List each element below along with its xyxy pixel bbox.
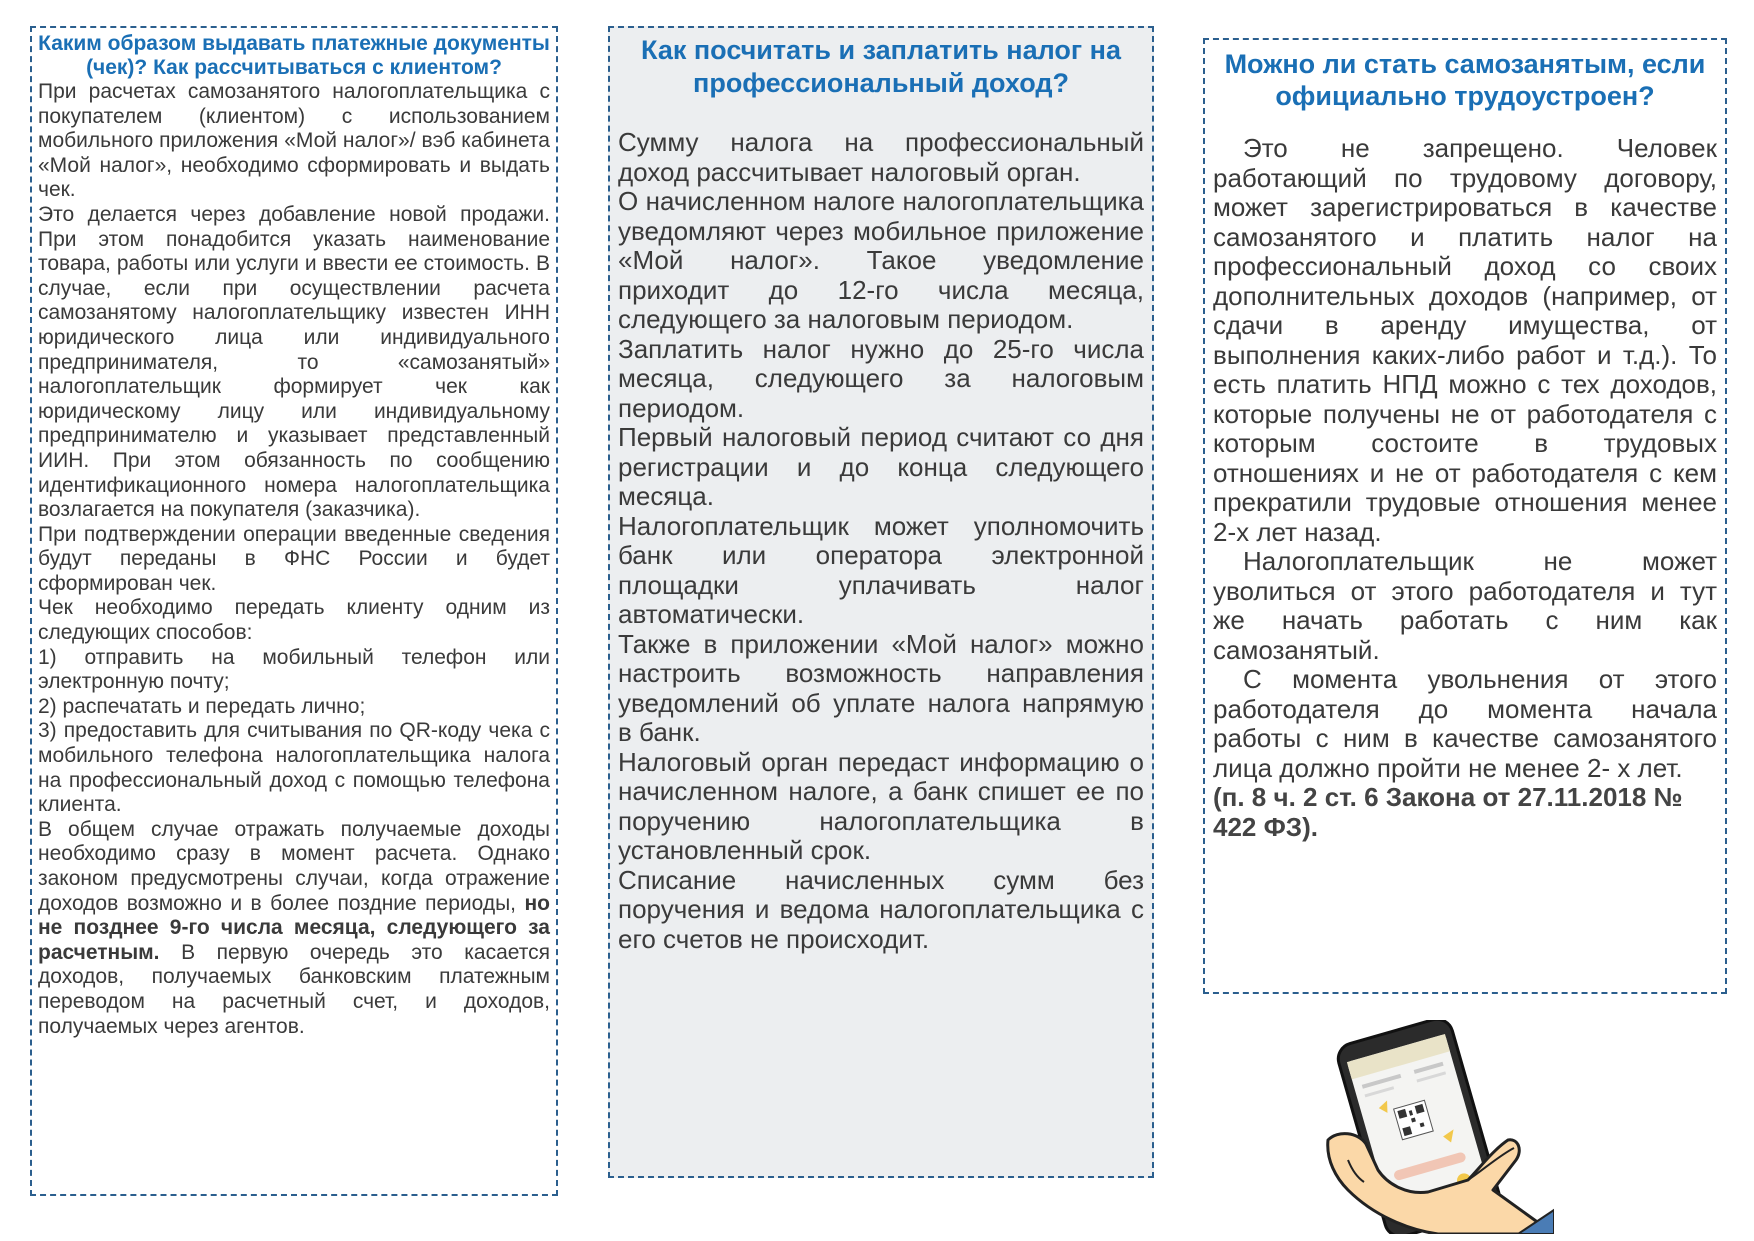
paragraph: Налогоплательщик может уполномочить банк или оператора электронной площадки уплачивать налог автоматически. [618, 510, 1144, 629]
paragraph: Также в приложении «Мой налог» можно настроить возможность направления уведомлений об уплате налога напрямую в банк. [618, 628, 1144, 747]
paragraph: Налогоплательщик не может уволиться от этого работодателя и тут же начать работать с ним как самозанятый. [1213, 546, 1717, 665]
panel-receipts [30, 26, 558, 1196]
hand-holding-phone-icon [1318, 1020, 1554, 1234]
deadline-highlight: но не позднее 9-го числа месяца, следующего за расчетным. [38, 891, 550, 964]
paragraph: Это не запрещено. Человек работающий по трудовому договору, может зарегистрироваться в качестве самозанятого и платить налог на профессиональный доход со своих дополнительных доходов (например, от сдачи в аренду имущества, от выполнения каких-либо работ и т.д.). То есть платить НПД можно с тех доходов, которые получены не от работодателя с которым состоите в трудовых отношениях и не от работодателя с кем прекратили трудовые отношения менее 2-х лет назад. [1213, 133, 1717, 547]
section-title-receipts: Каким образом выдавать платежные документы (чек)? Как рассчитываться с клиентом? [38, 32, 550, 79]
paragraph: С момента увольнения от этого работодателя до момента начала работы с ним в качестве самозанятого лица должно пройти не менее 2- х лет. [1213, 664, 1717, 783]
paragraph: Это делается через добавление новой продажи. При этом понадобится указать наименование товара, работы или услуги и ввести ее стоимость. В случае, если при осуществлении расчета самозанятому налогоплательщику известен ИНН юридического лица или индивидуального предпринимателя, то «самозанятый» налогоплательщик формирует чек как юридическому лицу или индивидуальному предпринимателю и указывает представленный ИИН. При этом обязанность по сообщению идентификационного номера налогоплательщика возлагается на покупателя (заказчика). [38, 202, 550, 522]
panel-employed [1203, 38, 1727, 994]
paragraph: Первый налоговый период считают со дня регистрации и до конца следующего месяца. [618, 422, 1144, 511]
paragraph-text: В общем случае отражать получаемые доходы необходимо сразу в момент расчета. Однако законом предусмотрены случаи, когда отражение доходов возможно и в более поздние периоды, [38, 817, 550, 915]
paragraph-text: В первую очередь это касается доходов, получаемых банковским платежным переводом на расчетный счет, и доходов, получаемых через агентов. [38, 940, 550, 1038]
list-item: 3) предоставить для считывания по QR-коду чека с мобильного телефона налогоплательщика налога на профессиональный доход с помощью телефона клиента. [38, 719, 550, 817]
paragraph: Заплатить налог нужно до 25-го числа месяца, следующего за налоговым периодом. [618, 333, 1144, 423]
paragraph: Налоговый орган передаст информацию о начисленном налоге, а банк спишет ее по поручению налогоплательщика в установленный срок. [618, 746, 1144, 865]
paragraph: При подтверждении операции введенные сведения будут переданы в ФНС России и будет сформирован чек. [38, 522, 550, 595]
section-body-employed [1213, 134, 1717, 842]
paragraph: Сумму налога на профессиональный доход рассчитывает налоговый орган. [618, 127, 1144, 187]
paragraph: Чек необходимо передать клиенту одним из следующих способов: [38, 596, 550, 645]
panel-tax-payment [608, 26, 1154, 1178]
section-title-tax-payment: Как посчитать и заплатить налог на профессиональный доход? [641, 35, 1121, 98]
law-reference: (п. 8 ч. 2 ст. 6 Закона от 27.11.2018 № 422 ФЗ). [1213, 782, 1683, 842]
section-title-employed: Можно ли стать самозанятым, если официально трудоустроен? [1224, 49, 1706, 111]
section-body-receipts [38, 80, 550, 1039]
paragraph: При расчетах самозанятого налогоплательщика с покупателем (клиентом) с использованием мобильного приложения «Мой налог»/ вэб кабинета «Мой налог», необходимо сформировать и выдать чек. [38, 80, 550, 202]
list-item: 1) отправить на мобильный телефон или электронную почту; [38, 645, 550, 694]
paragraph: Списание начисленных сумм без поручения и ведома налогоплательщика с его счетов не происходит. [618, 864, 1144, 954]
paragraph: О начисленном налоге налогоплательщика уведомляют через мобильное приложение «Мой налог». Такое уведомление приходит до 12-го числа месяца, следующего за налоговым периодом. [618, 186, 1144, 334]
section-body-tax-payment [618, 128, 1144, 954]
list-item: 2) распечатать и передать лично; [38, 694, 366, 718]
paragraph [38, 818, 550, 1039]
